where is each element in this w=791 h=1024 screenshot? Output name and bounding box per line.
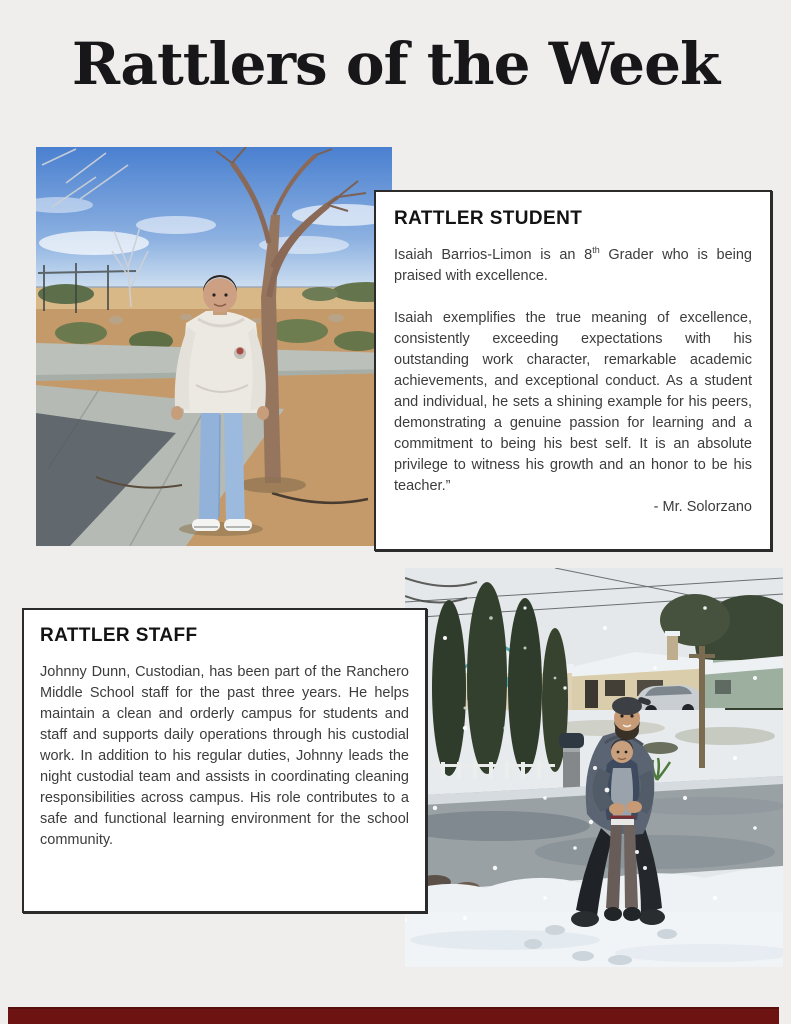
footer-accent-bar xyxy=(8,1007,779,1024)
utility-pole xyxy=(699,646,705,768)
student-section xyxy=(374,190,772,551)
student-attribution: - Mr. Solorzano xyxy=(653,499,752,516)
staff-section xyxy=(22,608,427,913)
staff-body: Johnny Dunn, Custodian, has been part of the Ranchero Middle School staff for the past three years. He helps maintain a clean and orderly campus for students and staff and supports daily operations through his custodial work. In addition to his regular duties, Johnny leads the night custodial team and assists in coordinating cleaning responsibilities across campus. His role contributes to a safe and functional learning environment for the school community. xyxy=(40,664,409,849)
student-intro: Isaiah Barrios-Limon is an 8th Grader who is being praised with excellence. xyxy=(394,245,752,285)
page-title: Rattlers of the Week xyxy=(71,30,720,98)
student-heading: RATTLER STUDENT xyxy=(394,208,583,229)
ordinal-superscript: th xyxy=(592,245,600,256)
staff-photo xyxy=(405,568,783,967)
student-body: Isaiah exemplifies the true meaning of excellence, consistently exceeding expectations with his outstanding work character, remarkable academic achievements, and exceptional conduct. As a student and individual, he sets a shining example for his peers, demonstrating a genuine passion for learning and a commitment to being his best self. It is an absolute privilege to witness his growth and an honor to be his teacher.” xyxy=(394,310,752,495)
sky xyxy=(36,147,392,289)
student-photo xyxy=(36,147,392,546)
staff-heading: RATTLER STAFF xyxy=(40,625,198,646)
